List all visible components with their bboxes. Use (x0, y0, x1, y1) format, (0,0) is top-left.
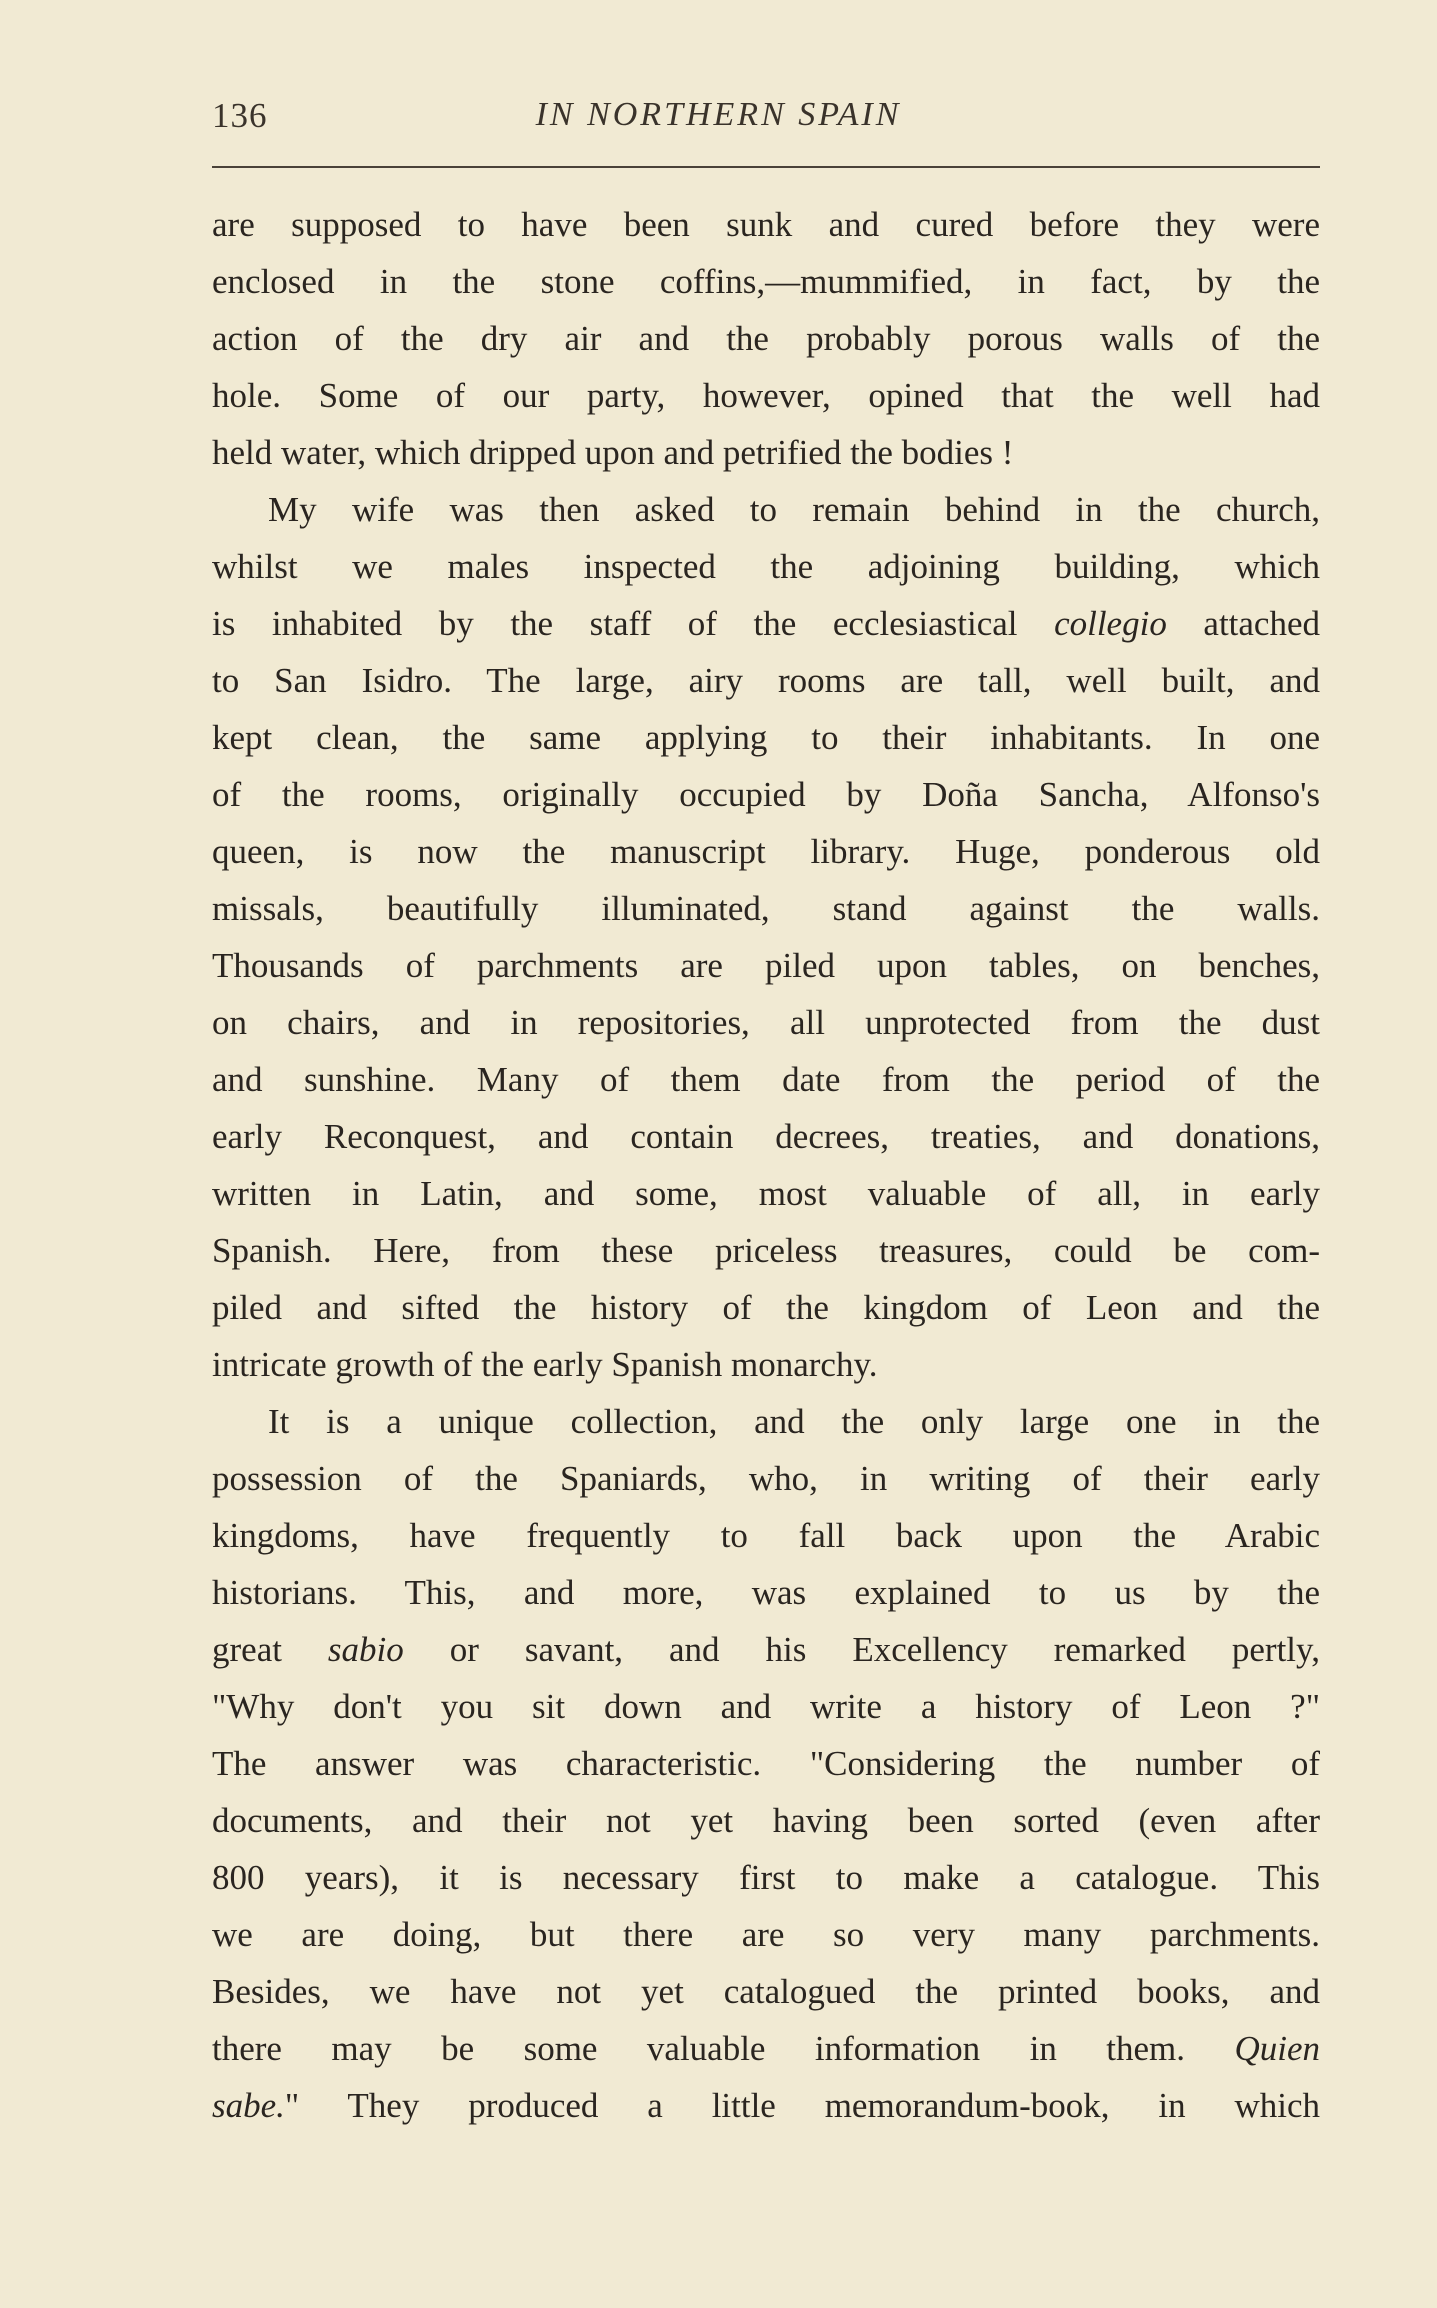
line-text: of the rooms, originally occupied by Doña Sancha, Alfonso's (212, 775, 1320, 814)
text-line (212, 1963, 1320, 2020)
header-rule (212, 166, 1320, 168)
line-text: possession of the Spaniards, who, in writing of their early (212, 1459, 1320, 1498)
line-text: historians. This, and more, was explained to us by the (212, 1573, 1320, 1612)
text-line (212, 595, 1320, 652)
line-text: is inhabited by the staff of the ecclesiastical (212, 604, 1055, 643)
line-text: Thousands of parchments are piled upon tables, on benches, (212, 946, 1320, 985)
text-line (212, 253, 1320, 310)
text-line (212, 1849, 1320, 1906)
italic-word: sabio (327, 1630, 404, 1669)
text-line (212, 994, 1320, 1051)
line-text: "Why don't you sit down and write a history of Leon ?" (212, 1687, 1320, 1726)
line-text: My wife was then asked to remain behind in the church, (268, 490, 1320, 529)
text-line (212, 1279, 1320, 1336)
line-text: great (212, 1630, 328, 1669)
line-text: kingdoms, have frequently to fall back upon the Arabic (212, 1516, 1320, 1555)
line-text: enclosed in the stone coffins,—mummified, in fact, by the (212, 262, 1320, 301)
text-line (212, 1336, 1320, 1393)
line-text: documents, and their not yet having been sorted (even after (212, 1801, 1320, 1840)
line-text: attached (1166, 604, 1320, 643)
text-line (212, 709, 1320, 766)
text-line (212, 1792, 1320, 1849)
text-line (212, 1051, 1320, 1108)
text-line (212, 1108, 1320, 1165)
line-text: written in Latin, and some, most valuable of all, in early (212, 1174, 1320, 1213)
text-line (212, 823, 1320, 880)
line-text: queen, is now the manuscript library. Huge, ponderous old (212, 832, 1320, 871)
text-line (212, 1564, 1320, 1621)
line-text: " They produced a little memorandum-book, in which (284, 2086, 1320, 2125)
line-text: missals, beautifully illuminated, stand against the walls. (212, 889, 1320, 928)
line-text: to San Isidro. The large, airy rooms are tall, well built, and (212, 661, 1320, 700)
line-text: and sunshine. Many of them date from the period of the (212, 1060, 1320, 1099)
line-text: whilst we males inspected the adjoining building, which (212, 547, 1320, 586)
text-line (212, 481, 1320, 538)
text-line (212, 1165, 1320, 1222)
line-text: or savant, and his Excellency remarked pertly, (403, 1630, 1320, 1669)
line-text: piled and sifted the history of the kingdom of Leon and the (212, 1288, 1320, 1327)
line-text: are supposed to have been sunk and cured before they were (212, 205, 1320, 244)
text-line (212, 1621, 1320, 1678)
text-line (212, 937, 1320, 994)
text-line (212, 310, 1320, 367)
text-line (212, 880, 1320, 937)
text-line (212, 2077, 1320, 2134)
text-line (212, 538, 1320, 595)
text-line (212, 1222, 1320, 1279)
text-line (212, 424, 1320, 481)
italic-word: Quien (1234, 2029, 1320, 2068)
italic-word: sabe. (212, 2086, 285, 2125)
text-line (212, 1450, 1320, 1507)
line-text: Spanish. Here, from these priceless treasures, could be com- (212, 1231, 1320, 1270)
line-text: on chairs, and in repositories, all unprotected from the dust (212, 1003, 1320, 1042)
line-text: intricate growth of the early Spanish monarchy. (212, 1345, 878, 1384)
text-line (212, 196, 1320, 253)
text-line (212, 1906, 1320, 1963)
text-line (212, 367, 1320, 424)
line-text: there may be some valuable information in them. (212, 2029, 1235, 2068)
text-line (212, 1735, 1320, 1792)
line-text: early Reconquest, and contain decrees, treaties, and donations, (212, 1117, 1320, 1156)
body-text (212, 196, 1320, 2134)
line-text: The answer was characteristic. "Considering the number of (212, 1744, 1320, 1783)
line-text: It is a unique collection, and the only large one in the (268, 1402, 1320, 1441)
running-title: IN NORTHERN SPAIN (535, 96, 902, 133)
text-line (212, 1393, 1320, 1450)
line-text: we are doing, but there are so very many parchments. (212, 1915, 1320, 1954)
page-number: 136 (212, 96, 268, 135)
line-text: Besides, we have not yet catalogued the printed books, and (212, 1972, 1320, 2011)
text-line (212, 766, 1320, 823)
text-line (212, 1507, 1320, 1564)
line-text: kept clean, the same applying to their inhabitants. In one (212, 718, 1320, 757)
line-text: 800 years), it is necessary first to make a catalogue. This (212, 1858, 1320, 1897)
text-line (212, 652, 1320, 709)
line-text: held water, which dripped upon and petrified the bodies ! (212, 433, 1014, 472)
text-line (212, 1678, 1320, 1735)
line-text: action of the dry air and the probably porous walls of the (212, 319, 1320, 358)
text-line (212, 2020, 1320, 2077)
italic-word: collegio (1054, 604, 1167, 643)
line-text: hole. Some of our party, however, opined that the well had (212, 376, 1320, 415)
